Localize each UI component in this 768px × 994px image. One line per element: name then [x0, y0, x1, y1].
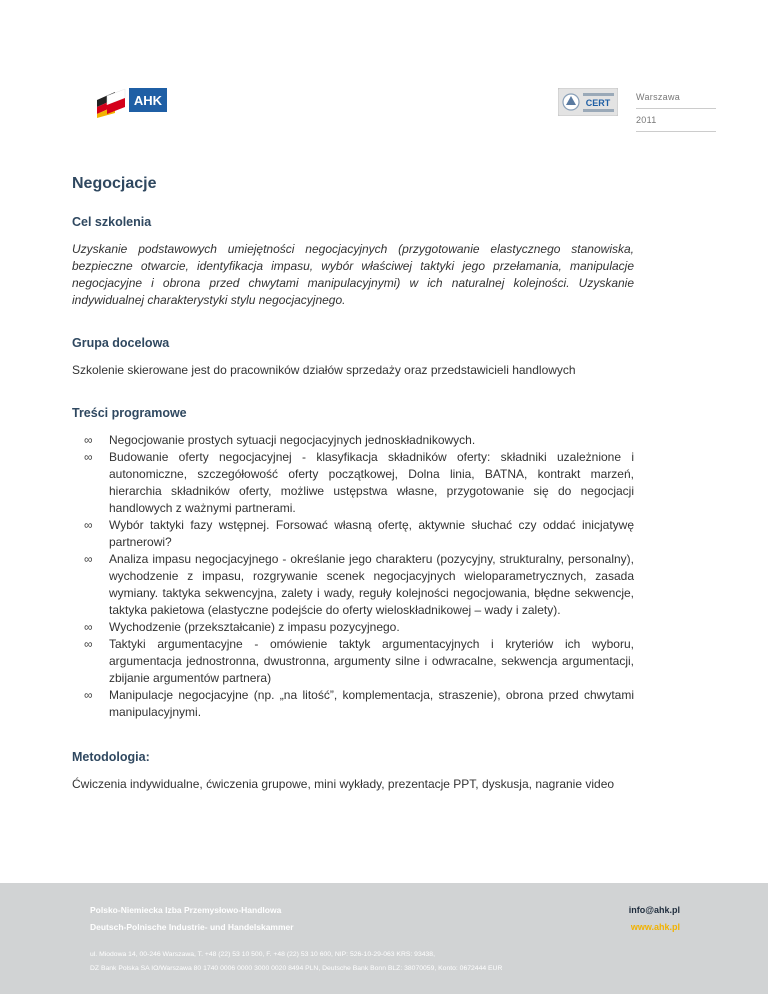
ahk-logo [95, 88, 167, 118]
bullet-icon: ∞ [84, 637, 93, 651]
bullet-icon: ∞ [84, 518, 93, 532]
ahk-logo-graphic [95, 88, 167, 118]
cert-badge-graphic [558, 88, 618, 116]
list-item [72, 432, 634, 449]
footer-org-de: Deutsch-Polnische Industrie- und Handelskammer [90, 922, 294, 932]
list-item-text: Manipulacje negocjacyjne (np. „na litość”, komplementacja, straszenie), obrona przed chwytami manipulacyjnymi. [109, 688, 634, 719]
list-item-text: Analiza impasu negocjacyjnego - określanie jego charakteru (pozycyjny, strukturalny, personalny), wychodzenie z impasu, rozgrywanie scenek negocjacyjnych wieloparametrycznych, zasada wymiany. taktyka sekwencyjna, zalety i wady, reguły kolejności negocjowania, błędne sekwencje, taktyka pakietowa (elastyczne podejście do oferty wieloskładnikowej – wady i zalety). [109, 552, 634, 617]
bullet-icon: ∞ [84, 450, 93, 464]
goal-heading: Cel szkolenia [72, 215, 152, 229]
list-item [72, 636, 634, 687]
list-item-text: Wychodzenie (przekształcanie) z impasu pozycyjnego. [109, 620, 400, 634]
list-item-text: Budowanie oferty negocjacyjnej - klasyfikacja składników oferty: składniki uzależnione i autonomiczne, szczegółowość oferty początkowej, Dolna linia, BATNA, kontrakt marzeń, hierarchia składników oferty, możliwe ustępstwa własne, przygotowanie się do negocjacji handlowych z ważnymi partnerami. [109, 450, 634, 515]
target-text: Szkolenie skierowane jest do pracowników działów sprzedaży oraz przedstawicieli handlowych [72, 363, 576, 377]
footer-org-pl: Polsko-Niemiecka Izba Przemysłowo-Handlowa [90, 905, 282, 915]
list-item-text: Wybór taktyki fazy wstępnej. Forsować własną ofertę, aktywnie słuchać czy oddać inicjatywę partnerowi? [109, 518, 634, 549]
document-title: Negocjacje [72, 175, 157, 192]
program-heading: Treści programowe [72, 406, 187, 420]
list-item-text: Taktyki argumentacyjne - omówienie taktyk argumentacyjnych i kryteriów ich wyboru, argumentacja jednostronna, dwustronna, argumenty silne i odwracalne, sekwencja argumentacji, zbijanie argumentów partnera) [109, 637, 634, 685]
ahk-logo-text: AHK [133, 93, 163, 108]
list-item [72, 449, 634, 517]
footer-email-link[interactable]: info@ahk.pl [628, 905, 680, 915]
list-item-text: Negocjowanie prostych sytuacji negocjacyjnych jednoskładnikowych. [109, 433, 476, 447]
list-item [72, 551, 634, 619]
list-item [72, 619, 634, 636]
footer-address-line2: DZ Bank Polska SA IO/Warszawa 80 1740 0006 0000 3000 0020 8494 PLN, Deutsche Bank Bonn BLZ: 38070059, Konto: 0672444 EUR [90, 965, 503, 972]
bullet-icon: ∞ [84, 620, 93, 634]
header-year: 2011 [636, 109, 716, 132]
header-city: Warszawa [636, 88, 716, 109]
header-meta [636, 88, 716, 132]
method-heading: Metodologia: [72, 750, 150, 764]
cert-badge [558, 88, 618, 116]
footer-contact [629, 902, 680, 936]
list-item [72, 517, 634, 551]
list-item [72, 687, 634, 721]
footer-address-line1: ul. Miodowa 14, 00-246 Warszawa, T. +48 (22) 53 10 500, F. +48 (22) 53 10 600, NIP: 526-10-29-063 KRS: 93438, [90, 951, 435, 958]
goal-text: Uzyskanie podstawowych umiejętności negocjacyjnych (przygotowanie elastycznego stanowiska, bezpieczne otwarcie, identyfikacja impasu, wybór właściwej taktyki jego przełamania, manipulacje negocjacyjne i obrona przed chwytami manipulacyjnymi) w ich naturalnej kolejności. Uzyskanie indywidualnej charakterystyki stylu negocjacyjnego. [72, 242, 634, 307]
footer-org [90, 902, 294, 936]
program-list [72, 432, 634, 721]
footer-website-link[interactable]: www.ahk.pl [630, 922, 680, 932]
bullet-icon: ∞ [84, 552, 93, 566]
method-text: Ćwiczenia indywidualne, ćwiczenia grupowe, mini wykłady, prezentacje PPT, dyskusja, nagranie video [72, 777, 615, 791]
footer-address [90, 948, 502, 976]
document-body [72, 175, 634, 819]
bullet-icon: ∞ [84, 433, 93, 447]
cert-badge-text: CERT [585, 98, 611, 108]
footer [0, 883, 768, 994]
target-heading: Grupa docelowa [72, 336, 170, 350]
bullet-icon: ∞ [84, 688, 93, 702]
